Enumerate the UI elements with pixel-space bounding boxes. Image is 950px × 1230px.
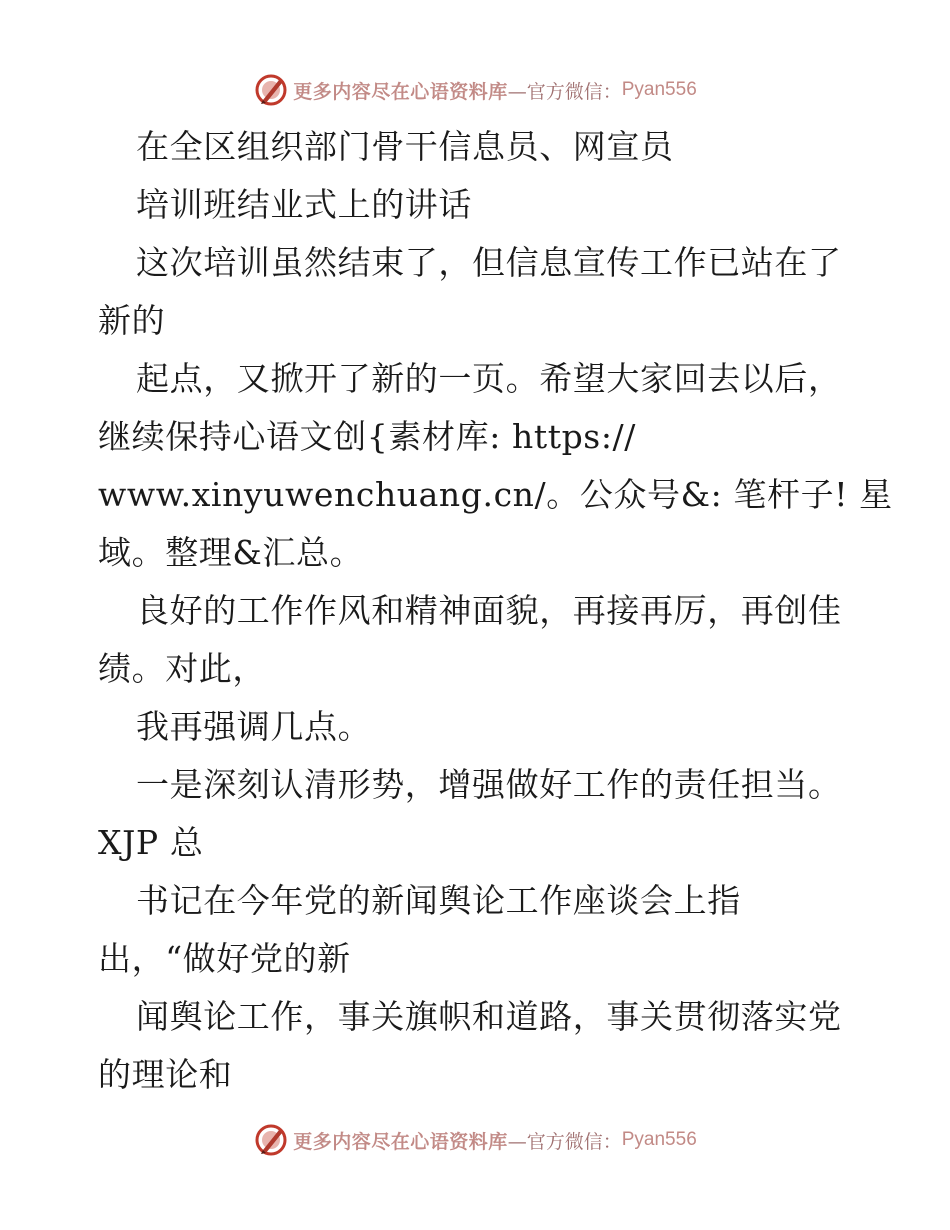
paragraph-line: XJP 总 [98,823,204,862]
header-watermark-banner [0,70,950,110]
paragraph-line: 闻舆论工作，事关旗帜和道路，事关贯彻落实党 [136,997,842,1036]
banner-main-text: 更多内容尽在心语资料库 [293,80,508,103]
banner-wechat-id: Pyan556 [621,79,697,100]
paragraph-line: 一是深刻认清形势，增强做好工作的责任担当。 [136,765,842,804]
pen-logo-icon [253,72,289,108]
pen-logo-icon [253,1122,289,1158]
paragraph-line: 出，“做好党的新 [98,939,351,978]
paragraph-line: 起点，又掀开了新的一页。希望大家回去以后， [136,359,842,398]
paragraph-line: www.xinyuwenchuang.cn/。公众号&: 笔杆子! 星 [98,475,893,514]
banner-sub-text: —官方微信： [507,1130,622,1153]
paragraph-line: 域。整理&汇总。 [98,533,364,572]
document-body [98,126,893,1112]
paragraph-line: 这次培训虽然结束了，但信息宣传工作已站在了 [136,243,842,282]
paragraph-line: 绩。对此， [98,649,266,688]
title-line-2: 培训班结业式上的讲话 [136,185,472,224]
footer-watermark-banner [0,1120,950,1160]
paragraph-line: 书记在今年党的新闻舆论工作座谈会上指 [136,881,741,920]
banner-sub-text: —官方微信： [507,80,622,103]
paragraph-line: 良好的工作作风和精神面貌，再接再厉，再创佳 [136,591,842,630]
banner-main-text: 更多内容尽在心语资料库 [293,1130,508,1153]
banner-wechat-id: Pyan556 [621,1129,697,1150]
paragraph-line: 我再强调几点。 [136,707,372,746]
paragraph-line: 新的 [98,301,166,340]
title-line-1: 在全区组织部门骨干信息员、网宣员 [136,127,674,166]
paragraph-line: 的理论和 [98,1055,233,1094]
paragraph-line: 继续保持心语文创{素材库: https:// [98,417,636,456]
